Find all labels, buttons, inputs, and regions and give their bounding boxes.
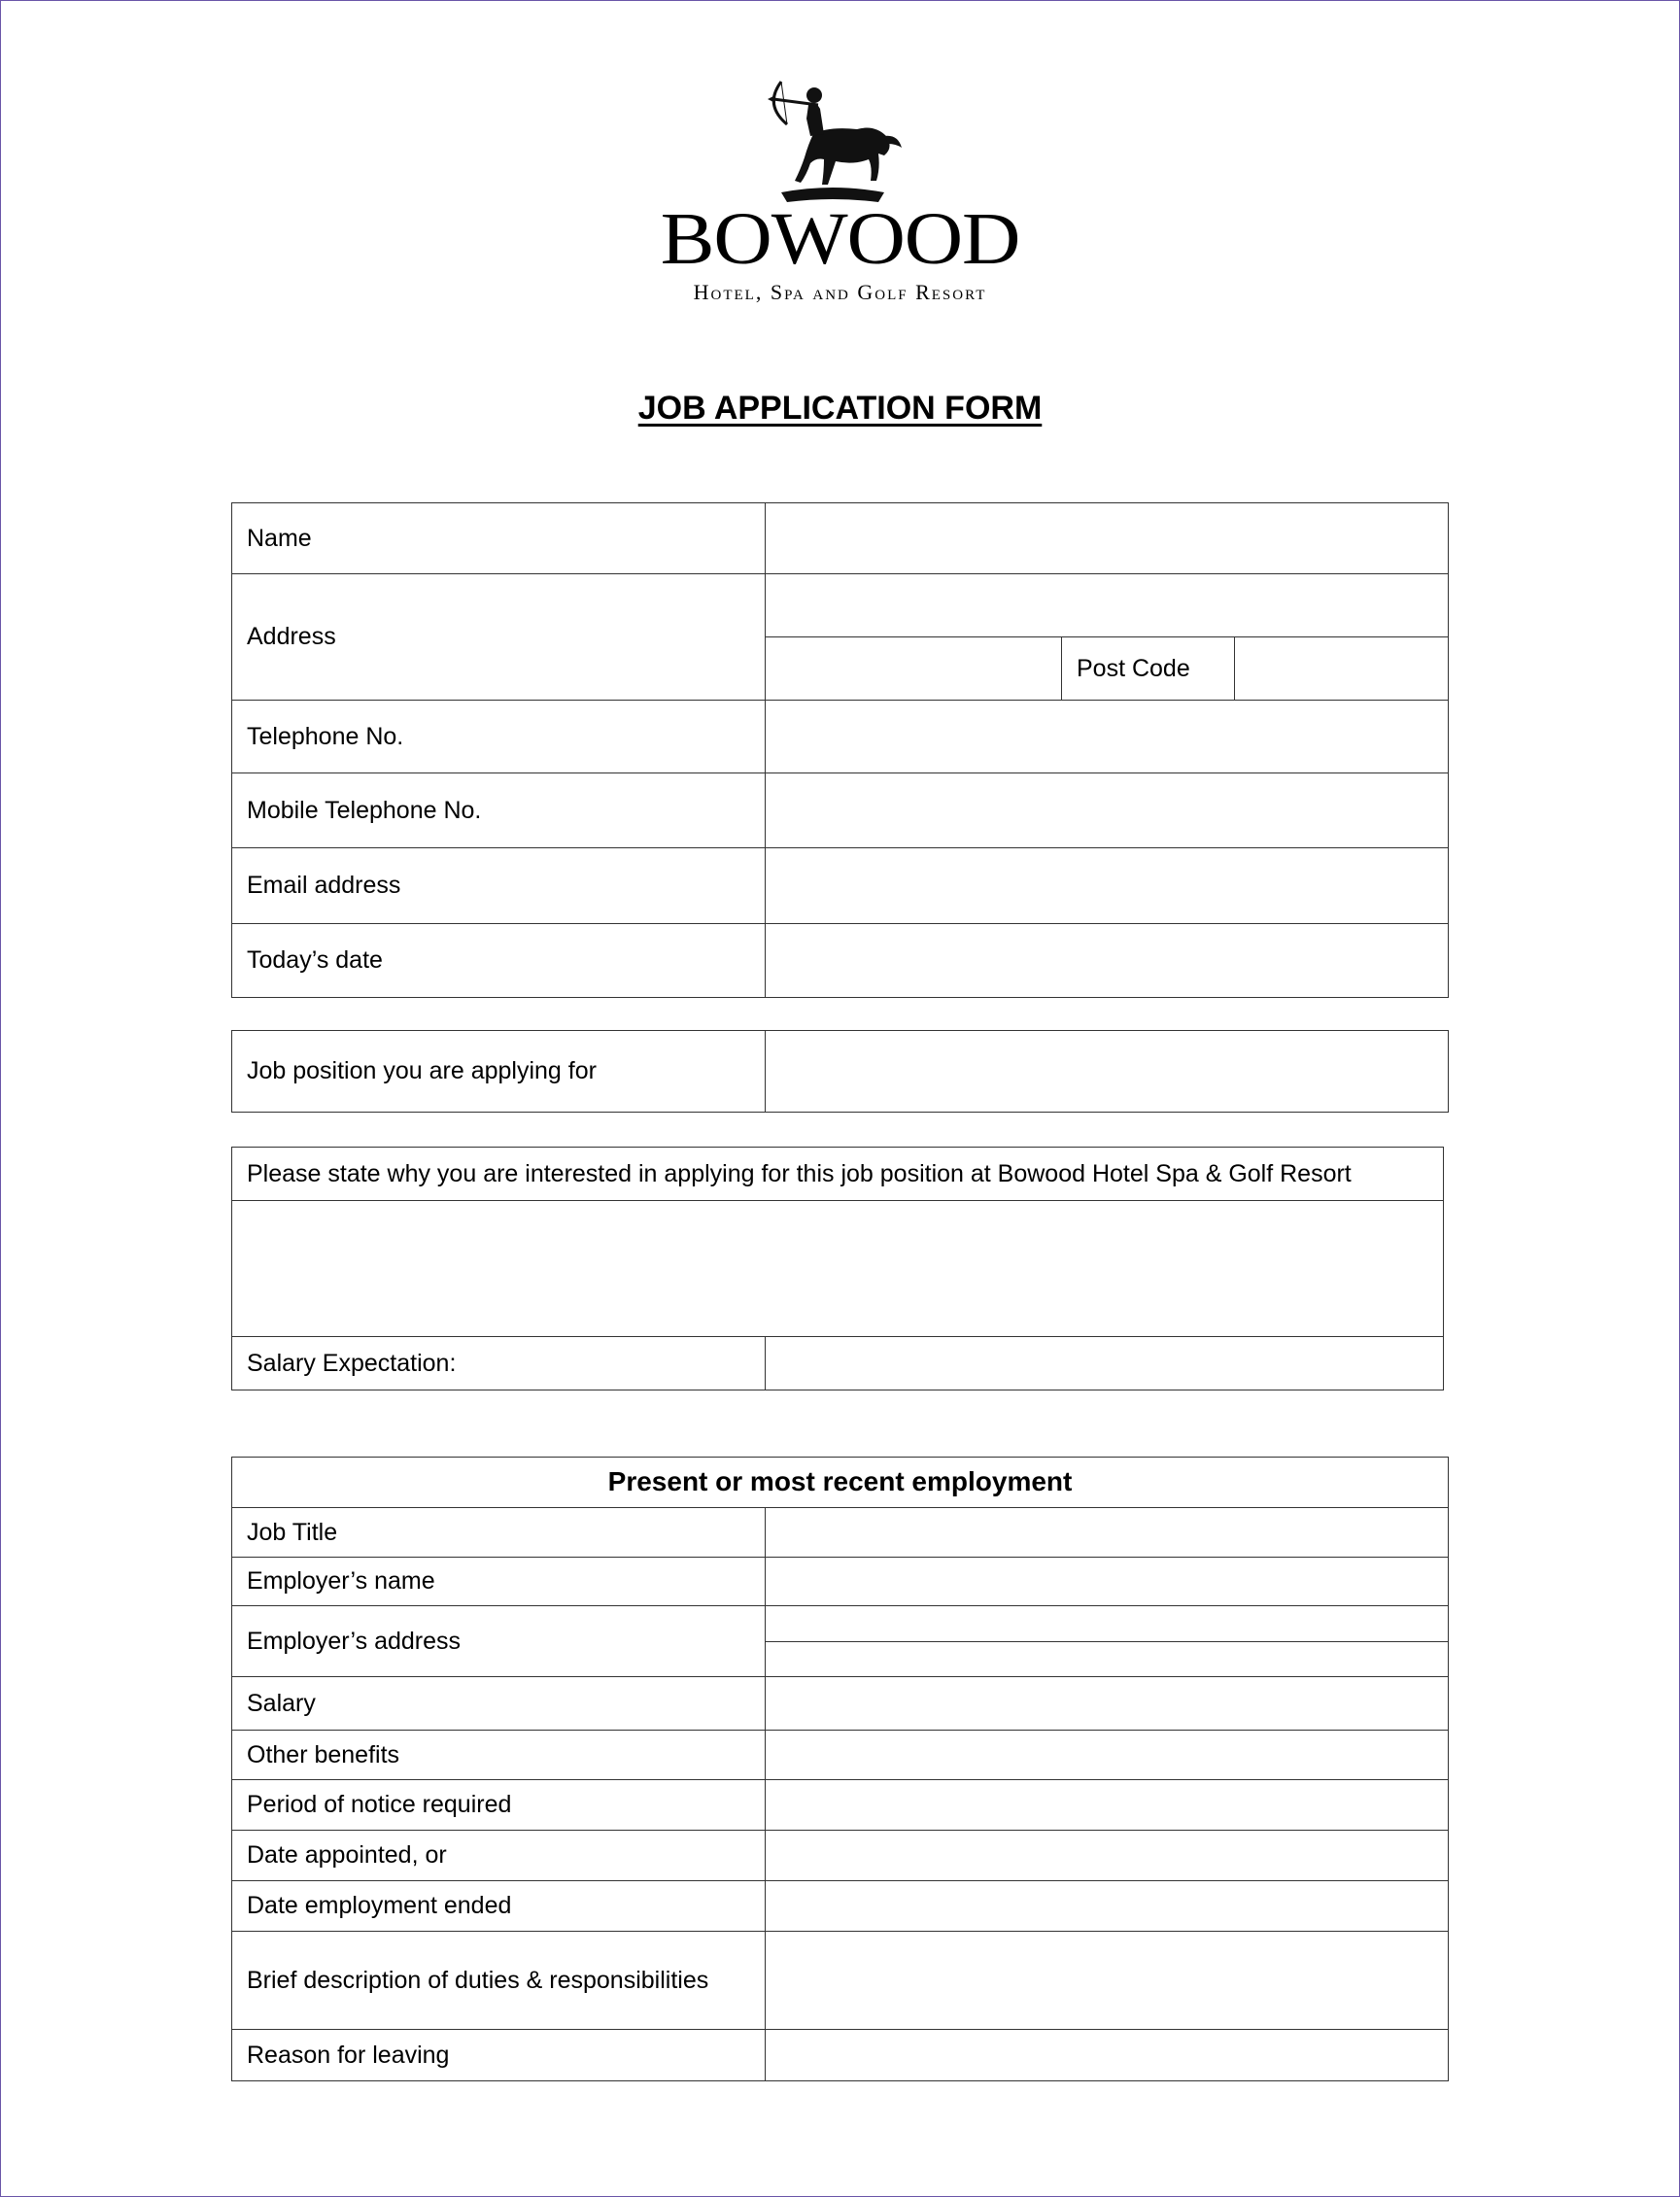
address-line-1-field[interactable] [766, 574, 1449, 637]
email-label: Email address [232, 848, 766, 924]
date-label: Today’s date [232, 924, 766, 998]
name-field[interactable] [766, 503, 1449, 574]
notice-period-field[interactable] [766, 1780, 1449, 1831]
salary-expectation-field[interactable] [766, 1337, 1444, 1390]
notice-period-label: Period of notice required [232, 1780, 766, 1831]
salary-expectation-label: Salary Expectation: [232, 1337, 766, 1390]
date-appointed-field[interactable] [766, 1831, 1449, 1881]
employer-address-label: Employer’s address [232, 1606, 766, 1677]
date-ended-label: Date employment ended [232, 1881, 766, 1932]
page-title: JOB APPLICATION FORM [637, 390, 1043, 427]
date-appointed-label: Date appointed, or [232, 1831, 766, 1881]
email-field[interactable] [766, 848, 1449, 924]
mobile-field[interactable] [766, 773, 1449, 848]
post-code-label: Post Code [1062, 637, 1235, 701]
post-code-field[interactable] [1235, 637, 1449, 701]
reason-for-leaving-label: Reason for leaving [232, 2030, 766, 2081]
telephone-label: Telephone No. [232, 701, 766, 773]
duties-field[interactable] [766, 1932, 1449, 2030]
employer-address-line-1-field[interactable] [766, 1606, 1449, 1642]
telephone-field[interactable] [766, 701, 1449, 773]
personal-details-table [231, 502, 1449, 998]
brand-tagline: Hotel, Spa and Golf Resort [693, 280, 987, 304]
address-label: Address [232, 574, 766, 701]
date-ended-field[interactable] [766, 1881, 1449, 1932]
interest-table [231, 1147, 1444, 1390]
employer-name-field[interactable] [766, 1558, 1449, 1606]
job-title-field[interactable] [766, 1508, 1449, 1558]
employer-address-line-2-field[interactable] [766, 1642, 1449, 1677]
job-position-label: Job position you are applying for [232, 1031, 766, 1113]
job-position-table [231, 1030, 1449, 1113]
date-field[interactable] [766, 924, 1449, 998]
brand-name: BOWOOD [660, 198, 1020, 280]
mobile-label: Mobile Telephone No. [232, 773, 766, 848]
duties-label: Brief description of duties & responsibilities [232, 1932, 766, 2030]
job-title-label: Job Title [232, 1508, 766, 1558]
employer-name-label: Employer’s name [232, 1558, 766, 1606]
employment-heading: Present or most recent employment [232, 1458, 1449, 1508]
salary-field[interactable] [766, 1677, 1449, 1731]
salary-label: Salary [232, 1677, 766, 1731]
other-benefits-label: Other benefits [232, 1731, 766, 1780]
name-label: Name [232, 503, 766, 574]
interest-answer-field[interactable] [232, 1201, 1444, 1337]
other-benefits-field[interactable] [766, 1731, 1449, 1780]
job-position-field[interactable] [766, 1031, 1449, 1113]
reason-for-leaving-field[interactable] [766, 2030, 1449, 2081]
centaur-archer-icon [760, 76, 906, 207]
interest-question: Please state why you are interested in applying for this job position at Bowood Hotel Spa & Golf Resort [232, 1148, 1444, 1201]
address-line-2-field[interactable] [766, 637, 1062, 701]
employment-table [231, 1457, 1449, 2081]
